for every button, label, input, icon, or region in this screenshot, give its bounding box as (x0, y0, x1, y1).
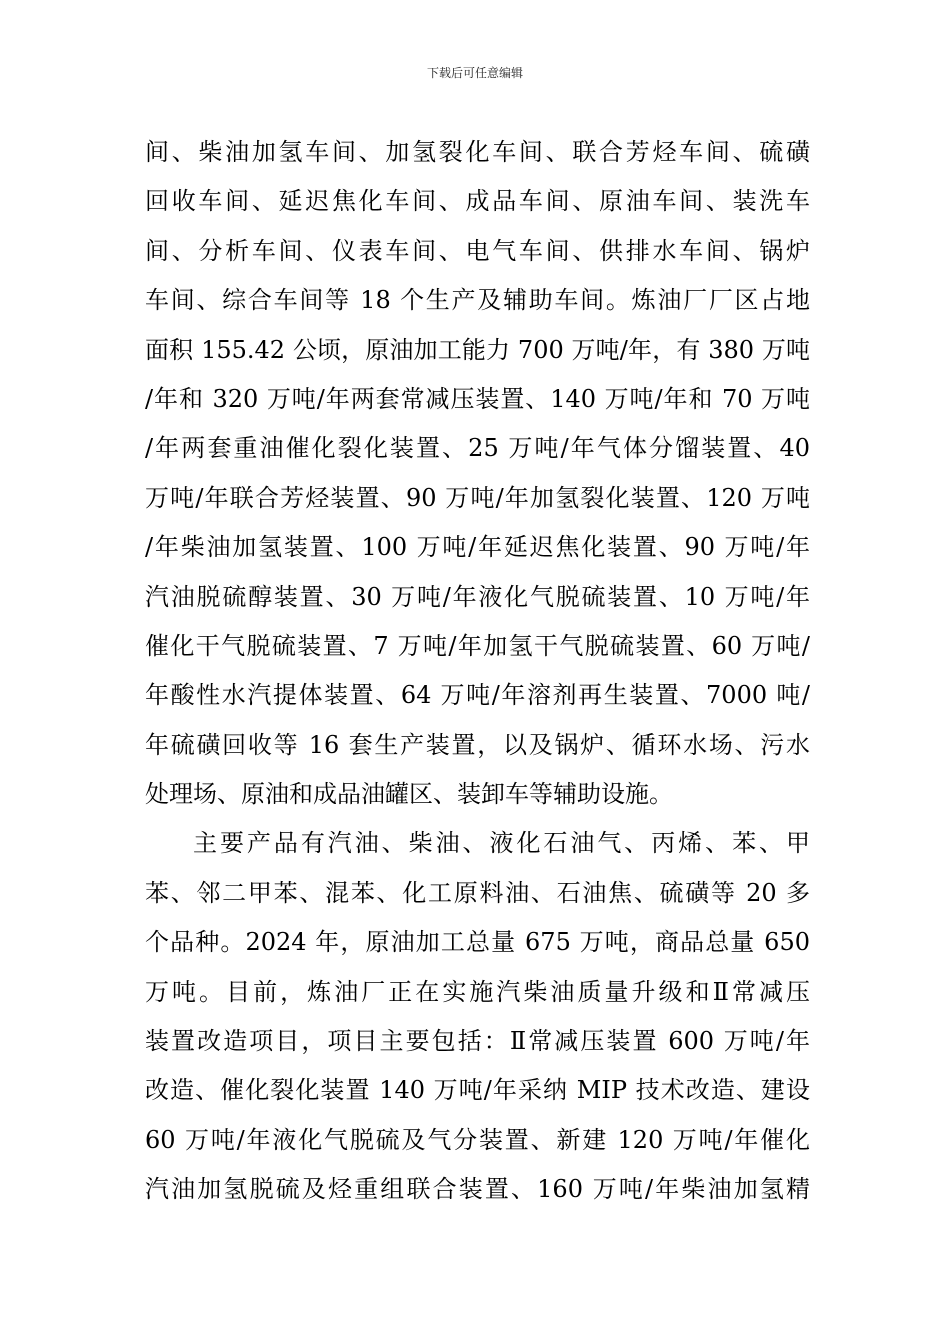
text-line: 回收车间、延迟焦化车间、成品车间、原油车间、装洗车 (145, 187, 810, 216)
text-line: 汽油加氢脱硫及烃重组联合装置、160 万吨/年柴油加氢精 (145, 1175, 810, 1204)
text-line: /年柴油加氢装置、100 万吨/年延迟焦化装置、90 万吨/年 (145, 533, 810, 562)
text-line: 装置改造项目，项目主要包括：Ⅱ常减压装置 600 万吨/年 (145, 1027, 810, 1056)
text-line: 60 万吨/年液化气脱硫及气分装置、新建 120 万吨/年催化 (145, 1125, 810, 1154)
page-header: 下载后可任意编辑 (426, 66, 523, 80)
text-line: 催化干气脱硫装置、7 万吨/年加氢干气脱硫装置、60 万吨/ (145, 631, 810, 660)
text-line: 车间、综合车间等 18 个生产及辅助车间。炼油厂厂区占地 (145, 286, 810, 315)
text-line: 万吨。目前，炼油厂正在实施汽柴油质量升级和Ⅱ常减压 (145, 977, 810, 1006)
text-line: 年硫磺回收等 16 套生产装置，以及锅炉、循环水场、污水 (145, 730, 810, 759)
text-line: 年酸性水汽提体装置、64 万吨/年溶剂再生装置、7000 吨/ (145, 681, 810, 710)
text-line: 处理场、原油和成品油罐区、装卸车等辅助设施。 (145, 780, 673, 809)
text-line: 汽油脱硫醇装置、30 万吨/年液化气脱硫装置、10 万吨/年 (145, 582, 810, 611)
paragraph-1 (145, 128, 810, 819)
text-line: 改造、催化裂化装置 140 万吨/年采纳 MIP 技术改造、建设 (145, 1076, 810, 1105)
text-line: 间、分析车间、仪表车间、电气车间、供排水车间、锅炉 (145, 236, 810, 265)
text-line: 面积 155.42 公顷，原油加工能力 700 万吨/年，有 380 万吨 (145, 335, 810, 364)
text-line: /年两套重油催化裂化装置、25 万吨/年气体分馏装置、40 (145, 434, 810, 463)
text-line: 个品种。2024 年，原油加工总量 675 万吨，商品总量 650 (145, 928, 810, 957)
text-line: /年和 320 万吨/年两套常减压装置、140 万吨/年和 70 万吨 (145, 384, 810, 413)
paragraph-2 (145, 819, 810, 1214)
document-body (145, 128, 810, 1215)
text-line: 主要产品有汽油、柴油、液化石油气、丙烯、苯、甲 (193, 829, 810, 858)
text-line: 万吨/年联合芳烃装置、90 万吨/年加氢裂化装置、120 万吨 (145, 483, 810, 512)
text-line: 间、柴油加氢车间、加氢裂化车间、联合芳烃车间、硫磺 (145, 138, 810, 166)
text-line: 苯、邻二甲苯、混苯、化工原料油、石油焦、硫磺等 20 多 (145, 878, 810, 907)
